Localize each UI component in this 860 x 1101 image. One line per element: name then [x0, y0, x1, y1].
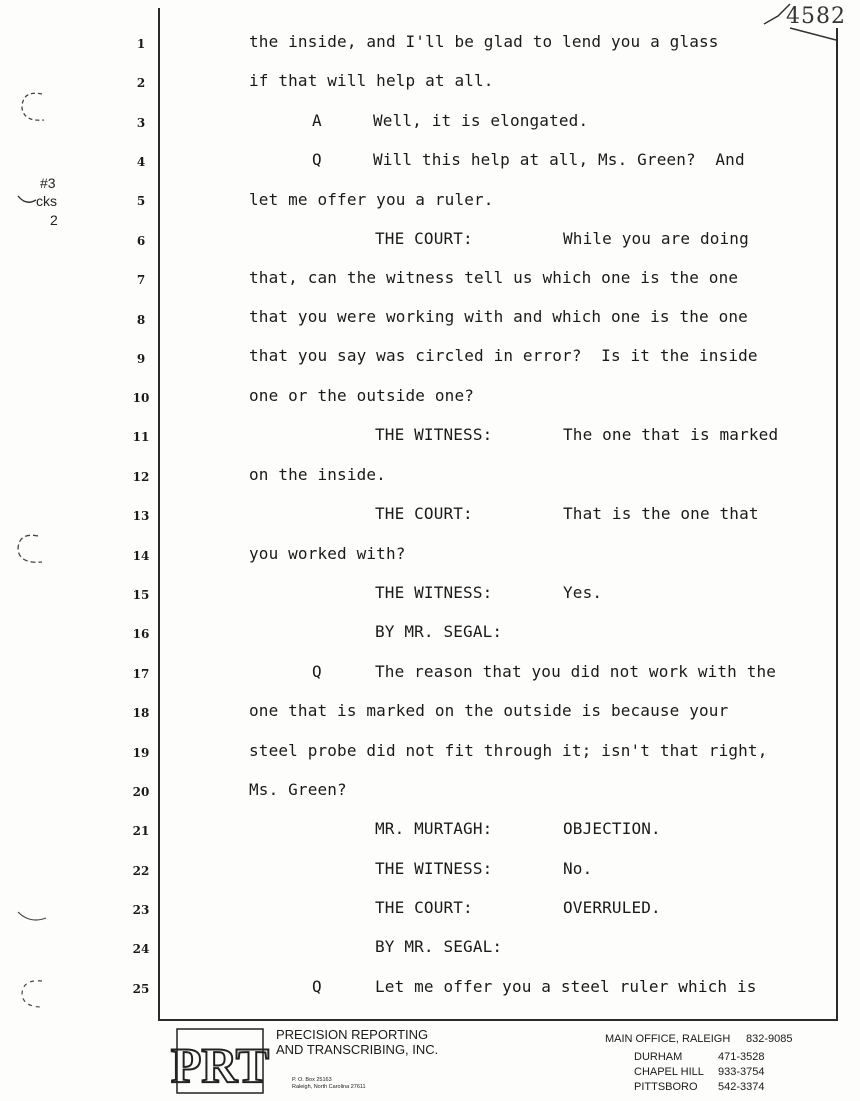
address-line2: Raleigh, North Carolina 27611 — [292, 1084, 366, 1090]
line-number: 9 — [136, 352, 146, 366]
line-number: 23 — [132, 903, 150, 917]
office-phone: 542-3374 — [718, 1081, 765, 1093]
line-number: 20 — [132, 785, 150, 799]
firm-logo — [170, 1028, 270, 1094]
office-phone: 933-3754 — [718, 1066, 765, 1078]
line-text: Well, it is elongated. — [373, 111, 589, 130]
margin-note-tape: #3 — [40, 175, 56, 191]
speaker-marker: Q — [312, 662, 322, 681]
line-number: 11 — [132, 430, 150, 444]
line-number: 14 — [132, 549, 150, 563]
firm-name-line2: AND TRANSCRIBING, INC. — [276, 1042, 439, 1057]
line-number: 13 — [132, 509, 150, 523]
binding-hole-mark — [14, 88, 54, 128]
binding-hole-mark — [14, 975, 54, 1015]
firm-name — [276, 1027, 438, 1057]
line-text: While you are doing — [563, 229, 749, 248]
line-text: that, can the witness tell us which one is the one — [249, 268, 739, 287]
speaker-label: MR. MURTAGH: — [375, 819, 493, 838]
line-text: No. — [563, 859, 593, 878]
main-office-label: MAIN OFFICE, RALEIGH — [605, 1033, 731, 1045]
page-border-right — [836, 28, 838, 1020]
line-text: that you were working with and which one is the one — [249, 307, 748, 326]
line-number: 22 — [132, 864, 150, 878]
speaker-label: THE WITNESS: — [375, 859, 493, 878]
firm-address — [292, 1077, 366, 1091]
line-number: 8 — [136, 313, 146, 327]
office-city: PITTSBORO — [634, 1081, 698, 1093]
line-number: 4 — [136, 155, 146, 169]
speaker-marker: Q — [312, 977, 322, 996]
line-text: Will this help at all, Ms. Green? And — [373, 150, 745, 169]
bracket-mark — [16, 908, 56, 928]
line-number: 3 — [136, 116, 146, 130]
office-phone: 471-3528 — [718, 1051, 765, 1063]
logo-text: PRT — [170, 1037, 270, 1093]
line-number: 7 — [136, 273, 146, 287]
line-number: 25 — [132, 982, 150, 996]
bracket-mark — [16, 192, 40, 212]
firm-name-line1: PRECISION REPORTING — [276, 1027, 429, 1042]
line-number: 18 — [132, 706, 150, 720]
line-number: 17 — [132, 667, 150, 681]
line-text: That is the one that — [563, 504, 759, 523]
line-text: OBJECTION. — [563, 819, 661, 838]
line-text: steel probe did not fit through it; isn't that right, — [249, 741, 768, 760]
speaker-label: THE COURT: — [375, 229, 473, 248]
speaker-label: THE COURT: — [375, 898, 473, 917]
line-text: let me offer you a ruler. — [249, 190, 494, 209]
address-line1: P. O. Box 25163 — [292, 1077, 332, 1083]
line-text: one that is marked on the outside is because your — [249, 701, 729, 720]
office-city: DURHAM — [634, 1051, 683, 1063]
margin-note-number: 2 — [50, 212, 58, 228]
speaker-marker: A — [312, 111, 322, 130]
speaker-marker: Q — [312, 150, 322, 169]
main-office-phone: 832-9085 — [746, 1033, 793, 1045]
line-number: 21 — [132, 824, 150, 838]
line-number: 19 — [132, 746, 150, 760]
line-number: 12 — [132, 470, 150, 484]
speaker-label: THE WITNESS: — [375, 425, 493, 444]
office-city: CHAPEL HILL — [634, 1066, 704, 1078]
line-number: 15 — [132, 588, 150, 602]
line-number: 24 — [132, 942, 150, 956]
line-text: OVERRULED. — [563, 898, 661, 917]
line-number: 10 — [132, 391, 150, 405]
line-text: The reason that you did not work with the — [375, 662, 777, 681]
line-number: 6 — [136, 234, 146, 248]
speaker-label: THE COURT: — [375, 504, 473, 523]
page-number: 4582 — [786, 4, 846, 29]
line-text: Ms. Green? — [249, 780, 347, 799]
line-number: 5 — [136, 194, 146, 208]
page-border-left — [158, 8, 160, 1020]
line-number: 16 — [132, 627, 150, 641]
examiner-label: BY MR. SEGAL: — [375, 937, 503, 956]
line-text: on the inside. — [249, 465, 386, 484]
margin-note-side: cks — [36, 193, 57, 209]
line-text: if that will help at all. — [249, 71, 494, 90]
speaker-label: THE WITNESS: — [375, 583, 493, 602]
line-text: one or the outside one? — [249, 386, 475, 405]
line-text: Yes. — [563, 583, 603, 602]
page-border-bottom — [158, 1019, 838, 1021]
examiner-label: BY MR. SEGAL: — [375, 622, 503, 641]
line-number: 2 — [136, 76, 146, 90]
binding-hole-mark — [10, 530, 50, 570]
line-text: The one that is marked — [563, 425, 779, 444]
line-text: Let me offer you a steel ruler which is — [375, 977, 757, 996]
line-text: you worked with? — [249, 544, 406, 563]
line-number: 1 — [136, 37, 146, 51]
line-text: the inside, and I'll be glad to lend you a glass — [249, 32, 719, 51]
line-text: that you say was circled in error? Is it the inside — [249, 346, 758, 365]
